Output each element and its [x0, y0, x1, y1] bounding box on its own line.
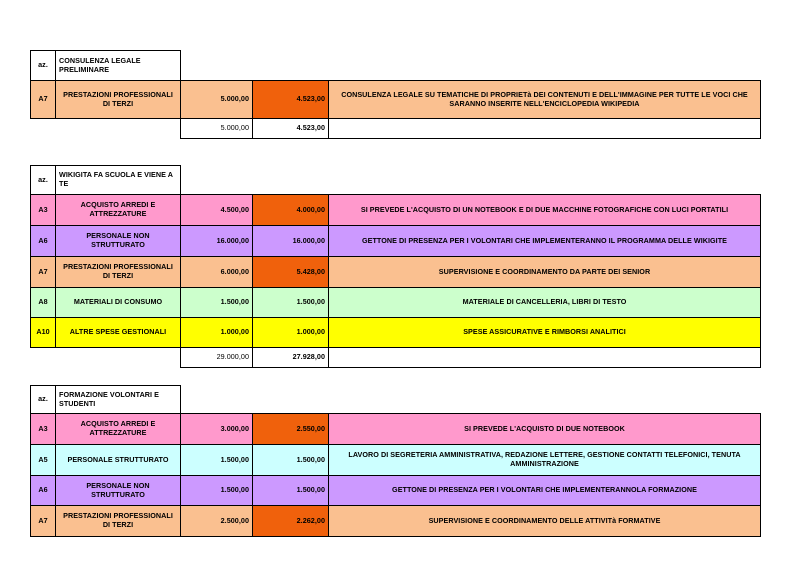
row-code: A6	[31, 226, 56, 257]
header-spacer-description	[329, 386, 761, 414]
row-item: PERSONALE STRUTTURATO	[56, 445, 181, 476]
row-description: CONSULENZA LEGALE SU TEMATICHE DI PROPRIETà DEI CONTENUTI E DELL'IMMAGINE PER TUTTE LE VOCI CHE SARANNO INSERITE NELL'ENCICLOPEDIA WIKIPEDIA	[329, 81, 761, 119]
row-item: ACQUISTO ARREDI E ATTREZZATURE	[56, 195, 181, 226]
row-budget: 1.500,00	[181, 445, 253, 476]
header-code-label: az.	[31, 386, 56, 414]
row-actual: 5.428,00	[253, 257, 329, 288]
block-header-row	[31, 51, 761, 81]
row-code: A8	[31, 288, 56, 318]
row-actual: 4.523,00	[253, 81, 329, 119]
totals-spacer-code	[31, 348, 56, 368]
row-item: PRESTAZIONI PROFESSIONALI DI TERZI	[56, 257, 181, 288]
row-code: A7	[31, 81, 56, 119]
table-row	[31, 445, 761, 476]
block-header-row	[31, 386, 761, 414]
row-actual: 2.550,00	[253, 414, 329, 445]
row-code: A10	[31, 318, 56, 348]
table-row	[31, 226, 761, 257]
totals-budget: 5.000,00	[181, 119, 253, 139]
row-description: GETTONE DI PRESENZA PER I VOLONTARI CHE IMPLEMENTERANNOLA FORMAZIONE	[329, 476, 761, 506]
header-code-label: az.	[31, 51, 56, 81]
row-budget: 6.000,00	[181, 257, 253, 288]
row-item: ALTRE SPESE GESTIONALI	[56, 318, 181, 348]
row-code: A3	[31, 195, 56, 226]
block-title: FORMAZIONE VOLONTARI E STUDENTI	[56, 386, 181, 414]
row-description: SI PREVEDE L'ACQUISTO DI UN NOTEBOOK E DI DUE MACCHINE FOTOGRAFICHE CON LUCI PORTATILI	[329, 195, 761, 226]
row-description: MATERIALE DI CANCELLERIA, LIBRI DI TESTO	[329, 288, 761, 318]
header-spacer-actual	[253, 386, 329, 414]
totals-budget: 29.000,00	[181, 348, 253, 368]
row-item: PRESTAZIONI PROFESSIONALI DI TERZI	[56, 81, 181, 119]
table-row	[31, 288, 761, 318]
table-row	[31, 506, 761, 537]
totals-spacer-item	[56, 348, 181, 368]
block-title: WIKIGITA FA SCUOLA E VIENE A TE	[56, 166, 181, 195]
row-item: MATERIALI DI CONSUMO	[56, 288, 181, 318]
row-budget: 3.000,00	[181, 414, 253, 445]
row-budget: 4.500,00	[181, 195, 253, 226]
row-code: A3	[31, 414, 56, 445]
row-item: PERSONALE NON STRUTTURATO	[56, 226, 181, 257]
row-description: LAVORO DI SEGRETERIA AMMINISTRATIVA, REDAZIONE LETTERE, GESTIONE CONTATTI TELEFONICI, TENUTA AMMINISTRAZIONE	[329, 445, 761, 476]
header-spacer-description	[329, 166, 761, 195]
table-row	[31, 81, 761, 119]
block-title: CONSULENZA LEGALE PRELIMINARE	[56, 51, 181, 81]
totals-actual: 4.523,00	[253, 119, 329, 139]
row-budget: 5.000,00	[181, 81, 253, 119]
row-item: PERSONALE NON STRUTTURATO	[56, 476, 181, 506]
table-row	[31, 257, 761, 288]
budget-block-2	[30, 165, 761, 368]
row-description: SUPERVISIONE E COORDINAMENTO DELLE ATTIVITà FORMATIVE	[329, 506, 761, 537]
row-actual: 4.000,00	[253, 195, 329, 226]
table-row	[31, 414, 761, 445]
row-budget: 16.000,00	[181, 226, 253, 257]
row-budget: 2.500,00	[181, 506, 253, 537]
row-description: SUPERVISIONE E COORDINAMENTO DA PARTE DEI SENIOR	[329, 257, 761, 288]
header-spacer-actual	[253, 51, 329, 81]
totals-row	[31, 119, 761, 139]
row-budget: 1.500,00	[181, 288, 253, 318]
table-row	[31, 318, 761, 348]
table-row	[31, 195, 761, 226]
totals-spacer-item	[56, 119, 181, 139]
block-header-row	[31, 166, 761, 195]
table-row	[31, 476, 761, 506]
row-description: GETTONE DI PRESENZA PER I VOLONTARI CHE IMPLEMENTERANNO IL PROGRAMMA DELLE WIKIGITE	[329, 226, 761, 257]
row-actual: 1.500,00	[253, 445, 329, 476]
row-actual: 2.262,00	[253, 506, 329, 537]
row-code: A5	[31, 445, 56, 476]
totals-row	[31, 348, 761, 368]
row-description: SPESE ASSICURATIVE E RIMBORSI ANALITICI	[329, 318, 761, 348]
row-item: ACQUISTO ARREDI E ATTREZZATURE	[56, 414, 181, 445]
budget-block-1	[30, 50, 761, 139]
header-spacer-budget	[181, 386, 253, 414]
row-code: A6	[31, 476, 56, 506]
totals-actual: 27.928,00	[253, 348, 329, 368]
header-spacer-description	[329, 51, 761, 81]
row-actual: 16.000,00	[253, 226, 329, 257]
totals-description	[329, 119, 761, 139]
totals-description	[329, 348, 761, 368]
budget-block-3	[30, 385, 761, 537]
row-actual: 1.500,00	[253, 476, 329, 506]
row-code: A7	[31, 506, 56, 537]
row-budget: 1.500,00	[181, 476, 253, 506]
row-budget: 1.000,00	[181, 318, 253, 348]
header-spacer-budget	[181, 51, 253, 81]
row-actual: 1.000,00	[253, 318, 329, 348]
header-spacer-budget	[181, 166, 253, 195]
row-actual: 1.500,00	[253, 288, 329, 318]
header-code-label: az.	[31, 166, 56, 195]
row-item: PRESTAZIONI PROFESSIONALI DI TERZI	[56, 506, 181, 537]
totals-spacer-code	[31, 119, 56, 139]
header-spacer-actual	[253, 166, 329, 195]
row-description: SI PREVEDE L'ACQUISTO DI DUE NOTEBOOK	[329, 414, 761, 445]
row-code: A7	[31, 257, 56, 288]
